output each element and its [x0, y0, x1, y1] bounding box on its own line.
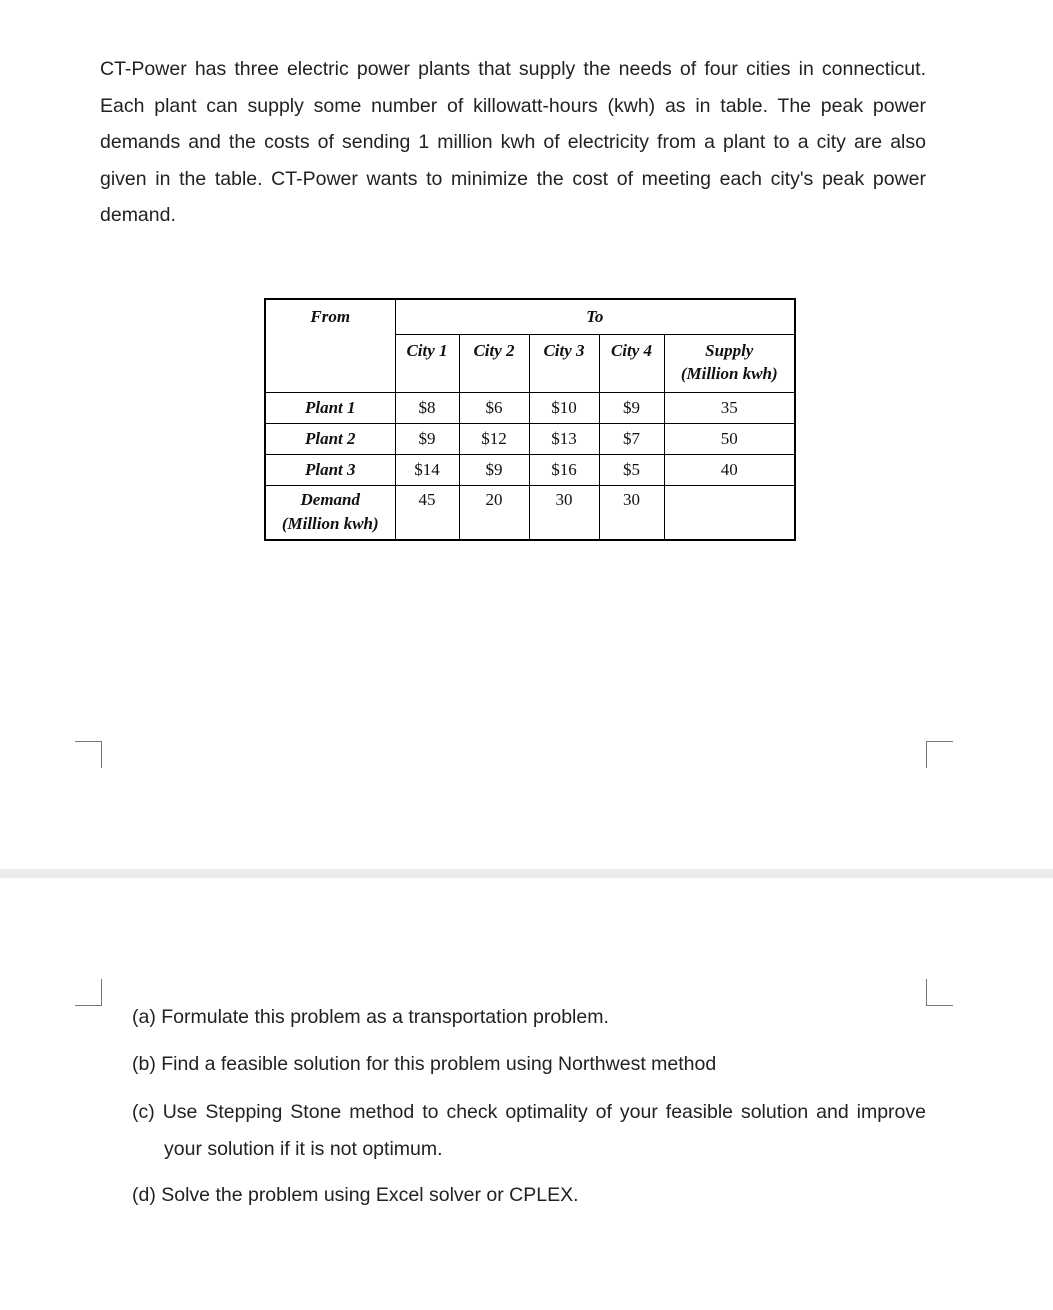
supply-cell: 40	[664, 455, 795, 486]
cost-cell: $9	[599, 393, 664, 424]
question-a	[132, 999, 926, 1036]
question-d-text: (d) Solve the problem using Excel solver or CPLEX.	[132, 1184, 579, 1206]
city-3-header: City 3	[529, 335, 599, 393]
cost-cell: $7	[599, 424, 664, 455]
supply-cell: 35	[664, 393, 795, 424]
cost-cell: $10	[529, 393, 599, 424]
cost-cell: $14	[395, 455, 459, 486]
demand-cell: 20	[459, 486, 529, 541]
city-2-header: City 2	[459, 335, 529, 393]
demand-row	[265, 486, 795, 541]
city-4-header: City 4	[599, 335, 664, 393]
table-row	[265, 424, 795, 455]
cost-cell: $16	[529, 455, 599, 486]
transportation-table	[264, 298, 796, 541]
page-corner-mark	[75, 741, 102, 768]
page-corner-mark	[926, 741, 953, 768]
from-header-spacer	[265, 335, 395, 393]
question-c	[132, 1094, 926, 1167]
question-a-text: (a) Formulate this problem as a transportation problem.	[132, 1006, 609, 1028]
page-corner-mark	[926, 979, 953, 1006]
cost-cell: $9	[395, 424, 459, 455]
supply-cell: 50	[664, 424, 795, 455]
page-break	[0, 869, 1053, 878]
demand-cell: 30	[599, 486, 664, 541]
plant-label: Plant 1	[265, 393, 395, 424]
plant-label: Plant 3	[265, 455, 395, 486]
cost-cell: $13	[529, 424, 599, 455]
cost-cell: $8	[395, 393, 459, 424]
cost-cell: $9	[459, 455, 529, 486]
demand-empty-cell	[664, 486, 795, 541]
supply-unit: (Million kwh)	[680, 364, 778, 383]
table-row	[265, 455, 795, 486]
demand-header	[265, 486, 395, 541]
problem-statement: CT-Power has three electric power plants that supply the needs of four cities in connecticut. Each plant can supply some number of killowatt-hours (kwh) as in table. The peak power demands and the costs of sending 1 million kwh of electricity from a plant to a city are also given in the table. CT-Power wants to minimize the cost of meeting each city's peak power demand.	[100, 58, 926, 227]
page-corner-mark	[75, 979, 102, 1006]
to-header: To	[395, 299, 795, 335]
cost-cell: $6	[459, 393, 529, 424]
cost-cell: $12	[459, 424, 529, 455]
demand-label: Demand	[300, 490, 360, 509]
supply-label: Supply	[705, 341, 754, 360]
question-b-text: (b) Find a feasible solution for this problem using Northwest method	[132, 1053, 717, 1075]
demand-unit: (Million kwh)	[281, 514, 379, 533]
question-d	[132, 1177, 926, 1214]
from-header: From	[265, 299, 395, 335]
cost-cell: $5	[599, 455, 664, 486]
table-row	[265, 393, 795, 424]
question-b	[132, 1046, 926, 1083]
demand-cell: 30	[529, 486, 599, 541]
demand-cell: 45	[395, 486, 459, 541]
supply-header	[664, 335, 795, 393]
city-1-header: City 1	[395, 335, 459, 393]
plant-label: Plant 2	[265, 424, 395, 455]
question-c-text: (c) Use Stepping Stone method to check optimality of your feasible solution and improve your solution if it is not optimum.	[132, 1101, 926, 1160]
